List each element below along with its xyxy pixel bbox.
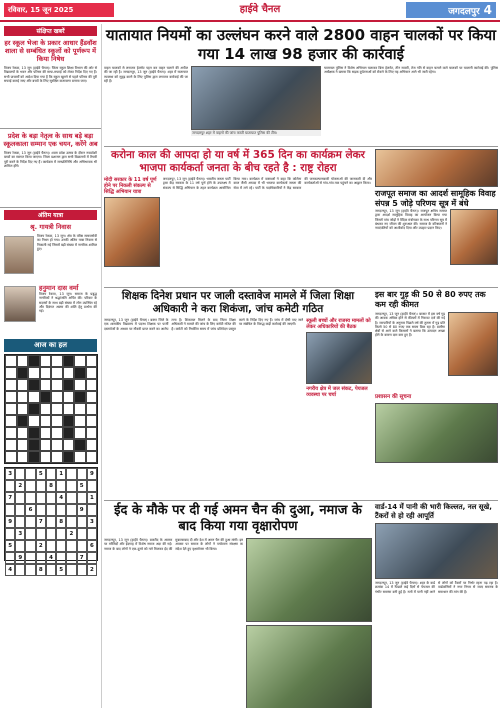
crossword-cell [5, 391, 17, 403]
story2-photo-small [104, 197, 160, 267]
story4-body: जगदलपुर, 13 जून (हाईवे चैनल)। बस्तर जिले के एक शासकीय विद्यालय में पदस्थ शिक्षक पर फर्जी दस्तावेजों के आधार पर नौकरी प्राप्त करने का आरोप लगा है। शिकायत मिलने के बाद जिला शिक्षा अधिकारी ने मामले की जांच के लिए कमेटी गठित की है। कमेटी को निर्धारित समय में जांच प्रतिवेदन प्रस्तुत करने के निर्देश दिए गए हैं। जांच में दोषी पाए जाने पर संबंधित के विरुद्ध कड़ी कार्रवाई की जाएगी। [104, 318, 304, 331]
crossword-cell [86, 451, 98, 463]
crossword-cell [63, 391, 75, 403]
brief2-body: विजय रेकवा, 13 जून (हाईवे चैनल)। शाला प्रवेश उत्सव के दौरान नवप्रवेशी बच्चों का स्वागत किया जाएगा। जिला प्रशासन द्वारा सभी विद्यालयों में तैयारी पूरी करने के निर्देश दिए गए हैं। कार्यक्रम में जनप्रतिनिधि और अभिभावक भी शामिल होंगे। [4, 151, 97, 168]
crossword-cell [51, 355, 63, 367]
sudoku-cell [36, 480, 46, 492]
lead-photo [191, 66, 321, 130]
crossword-cell [17, 451, 29, 463]
crossword-cell [28, 451, 40, 463]
sudoku-cell [46, 504, 56, 516]
sudoku-cell [66, 480, 76, 492]
sudoku-cell [15, 492, 25, 504]
sudoku-cell [46, 492, 56, 504]
story2-headline: करोना काल की आपदा हो या वर्ष में 365 दिन का कार्यक्रम लेकर भाजपा कार्यकर्ता जनता के बीच रहते है : राष्ट्र रोहरा [111, 149, 365, 174]
crossword-cell [5, 439, 17, 451]
sudoku-cell [77, 540, 87, 552]
sudoku-cell [25, 564, 35, 576]
lead-headline: यातायात नियमों का उल्लंघन करने वाले 2800 वाहन चालकों पर किया गया 14 लाख 98 हजार की कार्रवाई [105, 26, 497, 63]
crossword-cell [63, 355, 75, 367]
sudoku-cell [5, 528, 15, 540]
crossword-cell [5, 367, 17, 379]
sudoku-cell [77, 492, 87, 504]
crossword-cell [28, 391, 40, 403]
crossword-cell [28, 415, 40, 427]
sudoku-cell: 9 [77, 504, 87, 516]
sudoku-cell: 4 [56, 492, 66, 504]
city-page-label [406, 2, 496, 18]
crossword-cell [28, 403, 40, 415]
sudoku-cell [36, 528, 46, 540]
crossword-cell [40, 379, 52, 391]
story5-headline: इस बार गुड़ की 50 से 80 रुपए तक कम रही कीमत [375, 290, 486, 309]
crossword-cell [74, 427, 86, 439]
story2-subhead: मोदी सरकार के 11 वर्ष पूर्ण होने पर निकली संकल्प से सिद्धि अभियान यात्रा [104, 177, 157, 195]
main-content [104, 24, 498, 708]
crossword-grid [4, 354, 98, 464]
crossword-cell [74, 367, 86, 379]
sudoku-cell: 3 [5, 468, 15, 480]
crossword-cell [63, 427, 75, 439]
tribute2-body: विजय रेकवा, 13 जून। समाज के प्रबुद्ध नागरिकों ने श्रद्धांजलि अर्पित की। परिवार के सदस्यों के साथ बड़ी संख्या में लोग उपस्थित रहे और दिवंगत आत्मा की शांति हेतु प्रार्थना की गई। [39, 292, 97, 314]
sudoku-cell [25, 552, 35, 564]
story4-subhead-2: नगरीय क्षेत्र में जल संकट, पेयजल व्यवस्था पर चर्चा [306, 386, 368, 398]
story7-photo [375, 523, 498, 579]
crossword-cell [40, 439, 52, 451]
sudoku-cell: 2 [66, 528, 76, 540]
crossword-cell [40, 427, 52, 439]
crossword-cell [86, 367, 98, 379]
crossword-cell [5, 415, 17, 427]
sudoku-cell: 9 [87, 468, 97, 480]
page-header [0, 0, 500, 24]
sudoku-cell: 7 [36, 516, 46, 528]
city-name: जगदलपुर [448, 7, 480, 17]
story4-headline: शिक्षक दिनेश प्रधान पर जाली दस्तावेज मामले में जिला शिक्षा अधिकारी ने करा शिकंजा, जांच कमेटी गठित [121, 290, 355, 315]
crossword-cell [74, 355, 86, 367]
story6-headline: ईद के मौके पर दी गई अमन चैन की दुआ, नमाज के बाद किया गया वृक्षारोपण [114, 503, 362, 534]
crossword-cell [28, 379, 40, 391]
sudoku-cell: 3 [87, 516, 97, 528]
crossword-cell [40, 415, 52, 427]
sudoku-cell [56, 552, 66, 564]
sudoku-cell: 1 [56, 468, 66, 480]
crossword-cell [5, 451, 17, 463]
sudoku-cell [66, 552, 76, 564]
story6-body: जगदलपुर, 13 जून (हाईवे चैनल)। बकरीद के अवसर पर मस्जिदों और ईदगाह में विशेष नमाज अदा की गई। नमाज के बाद लोगों ने एक-दूसरे को गले मिलकर ईद की मुबारकबाद दी और देश में अमन चैन की दुआ मांगी। इस अवसर पर समाज के लोगों ने पर्यावरण संरक्षण का संदेश देते हुए वृक्षारोपण भी किया। [104, 538, 244, 551]
sudoku-cell: 2 [87, 564, 97, 576]
crossword-cell [74, 439, 86, 451]
sudoku-cell [56, 504, 66, 516]
sudoku-cell: 4 [46, 552, 56, 564]
tribute-name: श्रृ. गायत्री निवास [30, 223, 71, 231]
sudoku-cell [66, 468, 76, 480]
sudoku-cell: 6 [87, 540, 97, 552]
crossword-cell [63, 451, 75, 463]
crossword-cell [63, 379, 75, 391]
sudoku-cell [56, 540, 66, 552]
sudoku-cell: 4 [5, 564, 15, 576]
sudoku-cell [36, 504, 46, 516]
sudoku-cell: 1 [87, 492, 97, 504]
crossword-cell [40, 355, 52, 367]
sudoku-cell [77, 528, 87, 540]
story3-photo [375, 149, 498, 187]
sudoku-cell [5, 504, 15, 516]
crossword-cell [86, 379, 98, 391]
sudoku-cell: 5 [56, 564, 66, 576]
tribute-label: अंतिम यात्रा [4, 210, 97, 220]
crossword-cell [51, 415, 63, 427]
sudoku-cell [25, 468, 35, 480]
crossword-cell [86, 415, 98, 427]
sudoku-cell [15, 504, 25, 516]
sudoku-cell [77, 468, 87, 480]
crossword-cell [28, 427, 40, 439]
crossword-cell [74, 379, 86, 391]
sudoku-cell: 2 [36, 540, 46, 552]
sudoku-cell [46, 564, 56, 576]
sudoku-cell [56, 480, 66, 492]
tribute2-name: हनुमान दास वर्मा [39, 284, 79, 292]
story5-photo [448, 312, 498, 376]
crossword-cell [86, 355, 98, 367]
crossword-cell [17, 415, 29, 427]
sudoku-cell: 7 [77, 552, 87, 564]
sudoku-cell [66, 540, 76, 552]
crossword-cell [63, 367, 75, 379]
brief2-title: प्रदेश के बड़ा नेतृत्व के साथ बड़े बड़ा स्कूलकाला सम्मान एक चयन, करेंगे अब [3, 132, 98, 148]
sudoku-cell [87, 528, 97, 540]
sudoku-cell [87, 552, 97, 564]
sudoku-cell: 2 [15, 480, 25, 492]
page-number: 4 [483, 3, 492, 17]
sudoku-cell [46, 516, 56, 528]
sudoku-cell [46, 468, 56, 480]
brief-label: संक्षिप्त खबरें [4, 26, 97, 36]
crossword-cell [17, 403, 29, 415]
tribute2-photo [4, 286, 36, 322]
sudoku-cell [77, 516, 87, 528]
sudoku-cell: 9 [15, 552, 25, 564]
crossword-cell [17, 391, 29, 403]
lead-body-1: वाहन चालकों से लगातार हेलमेट पहन कर वाहन चलाने की अपील की जा रही है। जगदलपुर, 13 जून (हाईवे चैनल)। शहर में यातायात व्यवस्था को सुदृढ़ करने के लिए पुलिस द्वारा लगातार कार्रवाई की जा रही है। [104, 66, 188, 83]
crossword-cell [74, 415, 86, 427]
story3-headline: राजपूत समाज का आदर्श सामूहिक विवाह संपन्न 5 जोड़े परिणय सूत्र में बंधे [375, 189, 496, 208]
sudoku-cell: 7 [5, 492, 15, 504]
sudoku-cell [5, 552, 15, 564]
sudoku-cell [15, 468, 25, 480]
crossword-cell [28, 355, 40, 367]
sudoku-cell: 8 [36, 564, 46, 576]
sudoku-cell: 9 [5, 516, 15, 528]
crossword-cell [17, 379, 29, 391]
lead-caption: जगदलपुर शहर में वाहनों की जांच करती यातायात पुलिस की टीम। [191, 130, 321, 136]
crossword-cell [17, 367, 29, 379]
sudoku-grid [4, 467, 98, 573]
sudoku-cell [87, 480, 97, 492]
sudoku-cell [25, 528, 35, 540]
crossword-cell [40, 403, 52, 415]
header-rule [0, 20, 500, 22]
sudoku-cell [15, 564, 25, 576]
crossword-cell [5, 427, 17, 439]
lead-body-2: यातायात पुलिस ने विशेष अभियान चलाकर बिना हेलमेट, तीन सवारी, तेज गति से वाहन चलाने वाले चालकों पर चालानी कार्रवाई की। पुलिस अधीक्षक ने बताया कि सड़क दुर्घटनाओं को रोकने के लिए यह अभियान आगे भी जारी रहेगा। [324, 66, 498, 75]
sudoku-cell [87, 504, 97, 516]
story3-body: जगदलपुर, 13 जून (हाईवे चैनल)। राजपूत क्षत्रिय समाज द्वारा आदर्श सामूहिक विवाह का आयोजन किया गया जिसमें पांच जोड़ों ने वैदिक मंत्रोच्चार के साथ परिणय सूत्र में बंधकर नए जीवन की शुरुआत की। समाज के वरिष्ठजनों ने नवदंपतियों को आशीर्वाद दिया और उपहार प्रदान किए। [375, 209, 447, 231]
sudoku-cell: 3 [15, 528, 25, 540]
sudoku-cell [66, 516, 76, 528]
story5-body: जगदलपुर, 13 जून (हाईवे चैनल)। बाजार में इस वर्ष गुड़ की आवक अधिक होने से कीमतों में गिरावट दर्ज की गई है। व्यापारियों के अनुसार पिछले वर्ष की तुलना में गुड़ प्रति किलो 50 से 80 रुपए तक सस्ता बिक रहा है। ग्रामीण क्षेत्रों से आने वाले किसानों ने बताया कि उत्पादन अच्छा होने के कारण दाम कम हुए हैं। [375, 312, 445, 338]
crossword-cell [17, 427, 29, 439]
tribute-photo [4, 236, 34, 274]
sudoku-cell [25, 516, 35, 528]
crossword-cell [74, 403, 86, 415]
crossword-cell [17, 439, 29, 451]
crossword-cell [51, 451, 63, 463]
sudoku-cell [25, 492, 35, 504]
crossword-cell [86, 403, 98, 415]
sudoku-cell [77, 564, 87, 576]
crossword-cell [74, 451, 86, 463]
crossword-cell [5, 379, 17, 391]
sudoku-cell: 5 [36, 468, 46, 480]
sudoku-cell [66, 492, 76, 504]
story5-subhead: प्रशासन की सूचना [375, 394, 412, 400]
sudoku-cell [66, 564, 76, 576]
brief-title: हर स्कूल भेजा के प्रकार आधार हैंडवॉश शाला से सम्बंधित स्कूलों को पूर्णरूप में किया निषेध [4, 39, 97, 63]
crossword-cell [40, 451, 52, 463]
crossword-cell [63, 403, 75, 415]
sudoku-cell [56, 528, 66, 540]
sudoku-cell: 8 [56, 516, 66, 528]
crossword-cell [40, 391, 52, 403]
crossword-cell [86, 439, 98, 451]
crossword-cell [5, 403, 17, 415]
crossword-cell [51, 427, 63, 439]
sudoku-cell: 5 [77, 480, 87, 492]
crossword-cell [63, 439, 75, 451]
crossword-cell [28, 367, 40, 379]
crossword-cell [28, 439, 40, 451]
crossword-cell [51, 391, 63, 403]
crossword-cell [74, 391, 86, 403]
divider [0, 128, 101, 129]
crossword-cell [51, 367, 63, 379]
sudoku-cell [25, 480, 35, 492]
crossword-cell [51, 403, 63, 415]
left-sidebar [0, 24, 102, 708]
section-label: हाईवे चैनल [239, 4, 281, 15]
sudoku-cell: 5 [5, 540, 15, 552]
sudoku-cell: 8 [46, 480, 56, 492]
story7-headline: वार्ड-14 में पानी की भारी किल्लत, नल सूखे, टैंकरों से हो रही आपूर्ति [375, 503, 492, 520]
sudoku-cell: 6 [25, 504, 35, 516]
sudoku-cell [5, 480, 15, 492]
tribute-body: विजय रेकवा, 13 जून। क्षेत्र के वरिष्ठ समाजसेवी का निधन हो गया। उनकी अंतिम यात्रा निवास से निकाली गई जिसमें बड़ी संख्या में नागरिक शामिल हुए। [37, 234, 97, 251]
crossword-cell [86, 427, 98, 439]
crossword-cell [63, 415, 75, 427]
story6-photo-1 [246, 538, 372, 622]
story7-body: जगदलपुर, 13 जून (हाईवे चैनल)। शहर के वार्ड क्रमांक 14 में पिछले कई दिनों से पेयजल की गंभीर समस्या बनी हुई है। नलों में पानी नहीं आने से लोगों को टैंकरों पर निर्भर रहना पड़ रहा है। वार्डवासियों ने नगर निगम से जल्द समस्या के समाधान की मांग की है। [375, 581, 498, 594]
sudoku-cell [25, 540, 35, 552]
crossword-cell [5, 355, 17, 367]
sudoku-cell [46, 540, 56, 552]
story3-photo-couple [450, 209, 498, 265]
sudoku-cell [36, 492, 46, 504]
sudoku-cell [66, 504, 76, 516]
story4-subhead-1: स्कूली बच्चों और राजस्व मामलों को लेकर अधिकारियों की बैठक [306, 318, 371, 330]
story5-photo-2 [375, 403, 498, 463]
crossword-cell [51, 379, 63, 391]
puzzle-label: आज का हल [4, 339, 97, 352]
crossword-cell [86, 391, 98, 403]
story2-body: जगदलपुर, 13 जून (हाईवे चैनल)। भारतीय जनता पार्टी द्वारा केंद्र सरकार के 11 वर्ष पूर्ण होने के उपलक्ष्य में संकल्प से सिद्धि अभियान के तहत कार्यक्रम आयोजित किया गया। कार्यक्रम में वक्ताओं ने कहा कि कोरोना काल जैसी आपदा में भी भाजपा कार्यकर्ता जनता की सेवा में लगे रहे। पार्टी के पदाधिकारियों ने केंद्र सरकार की जनकल्याणकारी योजनाओं की जानकारी दी और कार्यकर्ताओं से गांव-गांव तक पहुंचने का आह्वान किया। [162, 177, 372, 190]
crossword-cell [17, 355, 29, 367]
sudoku-cell [36, 552, 46, 564]
sudoku-cell [15, 540, 25, 552]
brief-body: विजय रेकवा, 13 जून (हाईवे चैनल)। जिला स्कूल शिक्षा विभाग की ओर से विद्यालयों के भवन और परिसर की साफ-सफाई को लेकर निर्देश दिए गए हैं। सभी प्राचार्यों को आदेश दिया गया है कि स्कूल खुलने से पहले परिसर की पूरी सफाई कराई जाए और बच्चों के लिए सुरक्षित वातावरण बनाया जाए। [4, 66, 97, 83]
story6-photo-2 [246, 625, 372, 708]
sudoku-cell [15, 516, 25, 528]
divider [0, 207, 101, 208]
edition-date: रविवार, 15 जून 2025 [4, 3, 114, 17]
crossword-cell [40, 367, 52, 379]
sudoku-cell [46, 528, 56, 540]
story4-photo [306, 332, 372, 384]
crossword-cell [51, 439, 63, 451]
